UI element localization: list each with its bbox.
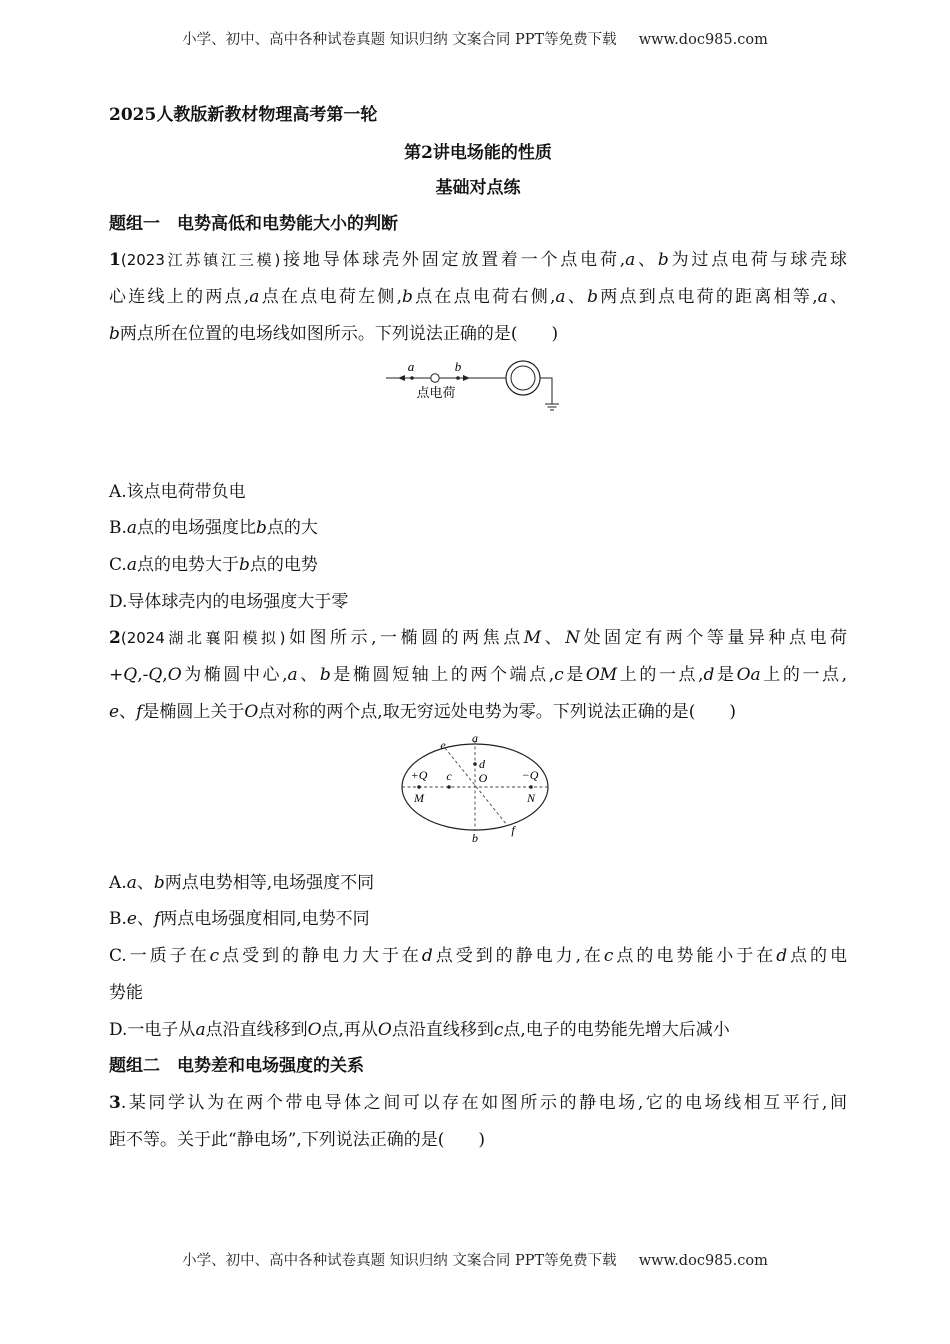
q2-option-a: A.a、b两点电势相等,电场强度不同 — [109, 873, 375, 893]
q2-option-b: B.e、f两点电场强度相同,电势不同 — [109, 909, 370, 929]
q2-minus-charge: −Q — [521, 768, 539, 782]
q1-option-a: A.该点电荷带负电 — [109, 482, 246, 502]
series-title: 2025人教版新教材物理高考第一轮 — [109, 105, 378, 125]
section-title: 基础对点练 — [435, 178, 521, 198]
svg-text:c: c — [446, 769, 452, 783]
q2-source: (2024湖北襄阳模拟) — [120, 629, 286, 647]
q1-figure-label: 点电荷 — [416, 386, 456, 401]
svg-text:a: a — [472, 731, 478, 745]
group1-title: 题组一 电势高低和电势能大小的判断 — [109, 214, 398, 234]
header-text: 小学、初中、高中各种试卷真题 知识归纳 文案合同 PPT等免费下载 — [182, 32, 617, 48]
q2-line-2: +Q,-Q,O为椭圆中心,a、b是椭圆短轴上的两个端点,c是OM上的一点,d是Oa上的一点, — [109, 665, 848, 685]
q2-figure — [397, 728, 559, 846]
svg-text:e: e — [440, 738, 446, 752]
q1-option-d: D.导体球壳内的电场强度大于零 — [109, 592, 349, 612]
svg-text:d: d — [479, 757, 485, 771]
svg-text:b: b — [454, 359, 462, 374]
footer-url: www.doc985.com — [638, 1253, 768, 1269]
svg-text:M: M — [414, 791, 424, 805]
q2-line-1: 2(2024湖北襄阳模拟)如图所示,一椭圆的两焦点M、N处固定有两个等量异种点电荷 — [109, 628, 848, 648]
header-url: www.doc985.com — [638, 32, 768, 48]
q1-source: (2023江苏镇江三模) — [120, 251, 281, 269]
svg-text:f: f — [511, 823, 515, 837]
svg-text:O: O — [478, 771, 488, 785]
page-footer — [0, 1249, 950, 1270]
svg-text:b: b — [472, 831, 478, 845]
q1-line-2: 心连线上的两点,a点在点电荷左侧,b点在点电荷右侧,a、b两点到点电荷的距离相等,a、 — [109, 287, 848, 307]
q1-figure — [384, 357, 574, 415]
q1-line-1: 1(2023江苏镇江三模)接地导体球壳外固定放置着一个点电荷,a、b为过点电荷与球壳球 — [109, 250, 848, 270]
q1-line-3: b两点所在位置的电场线如图所示。下列说法正确的是( ) — [109, 324, 559, 344]
q1-option-c: C.a点的电势大于b点的电势 — [109, 555, 318, 575]
q2-line-3: e、f是椭圆上关于O点对称的两个点,取无穷远处电势为零。下列说法正确的是( ) — [109, 702, 736, 722]
q3-line-1: 3.某同学认为在两个带电导体之间可以存在如图所示的静电场,它的电场线相互平行,间 — [109, 1093, 847, 1113]
q2-plus-charge: +Q — [410, 768, 428, 782]
page-header — [0, 28, 950, 49]
q2-option-d: D.一电子从a点沿直线移到O点,再从O点沿直线移到c点,电子的电势能先增大后减小 — [109, 1020, 730, 1040]
lecture-title: 第2讲电场能的性质 — [404, 143, 552, 163]
footer-text: 小学、初中、高中各种试卷真题 知识归纳 文案合同 PPT等免费下载 — [182, 1253, 617, 1269]
svg-text:a: a — [407, 359, 415, 374]
q1-option-b: B.a点的电场强度比b点的大 — [109, 518, 318, 538]
q3-line-2: 距不等。关于此“静电场”,下列说法正确的是( ) — [109, 1130, 486, 1150]
svg-text:N: N — [526, 791, 536, 805]
group2-title: 题组二 电势差和电场强度的关系 — [109, 1056, 364, 1076]
q2-option-c-line-1: C.一质子在c点受到的静电力大于在d点受到的静电力,在c点的电势能小于在d点的电 — [109, 946, 848, 966]
q2-option-c-line-2: 势能 — [109, 983, 143, 1003]
